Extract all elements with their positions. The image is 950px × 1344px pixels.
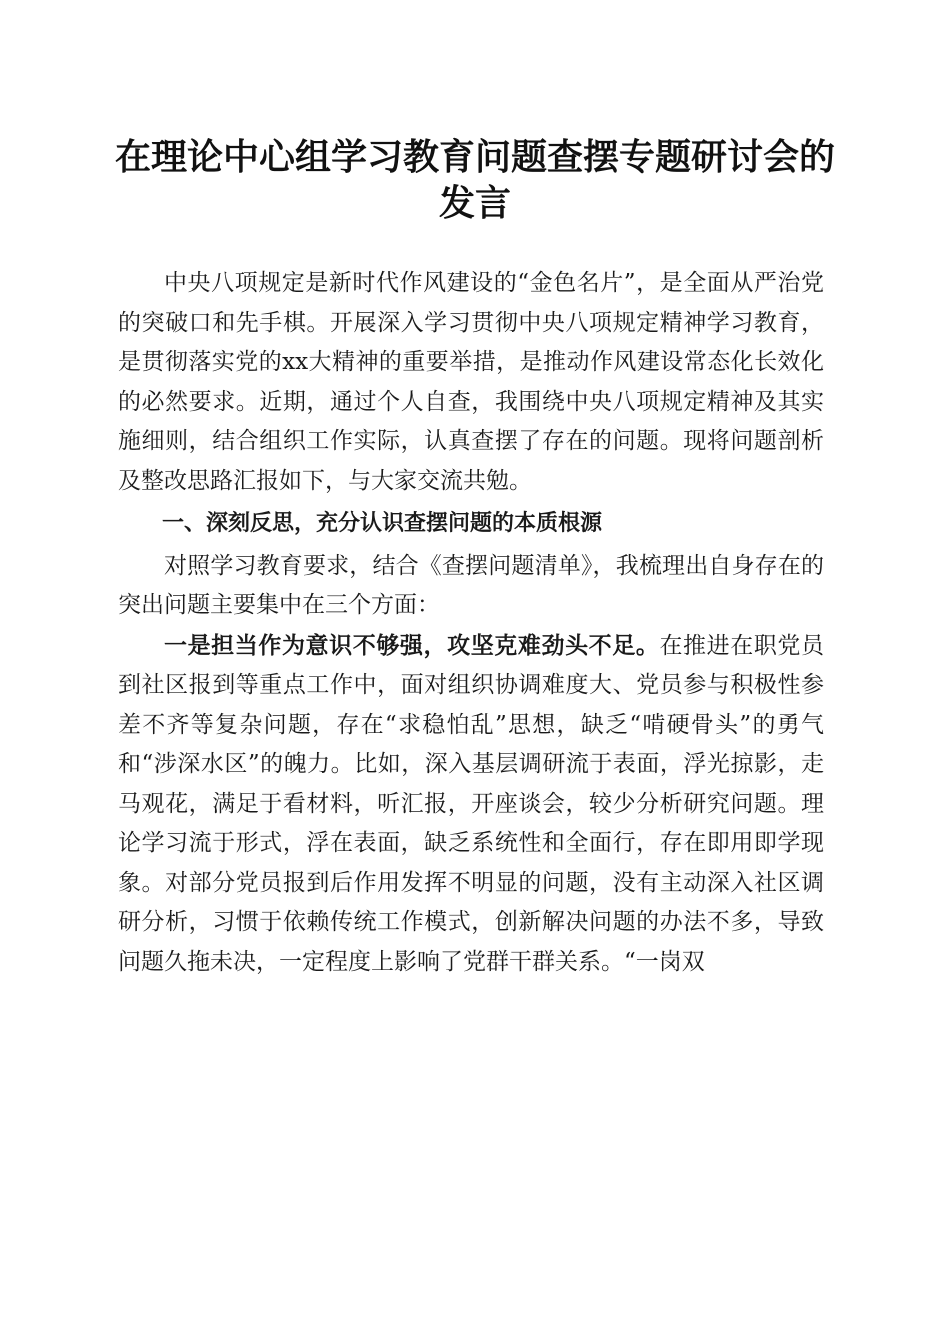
document-body — [118, 264, 824, 982]
paragraph-text: 在推进在职党员到社区报到等重点工作中，面对组织协调难度大、党员参与积极性参差不齐等复杂问题，存在“求稳怕乱”思想，缺乏“啃硬骨头”的勇气和“涉深水区”的魄力。比如，深入基层调研流于表面，浮光掠影，走马观花，满足于看材料，听汇报，开座谈会，较少分析研究问题。理论学习流于形式，浮在表面，缺乏系统性和全面行，存在即用即学现象。对部分党员报到后作用发挥不明显的问题，没有主动深入社区调研分析，习惯于依赖传统工作模式，创新解决问题的办法不多，导致问题久拖未决，一定程度上影响了党群干群关系。“一岗双 — [118, 632, 825, 975]
document-title: 在理论中心组学习教育问题查摆专题研讨会的发言 — [114, 136, 835, 224]
body-paragraph-problem-one — [118, 626, 824, 983]
section-heading: 一、深刻反思，充分认识查摆问题的本质根源 — [162, 511, 603, 536]
body-paragraph: 对照学习教育要求，结合《查摆问题清单》，我梳理出自身存在的突出问题主要集中在三个方面： — [118, 552, 824, 618]
intro-paragraph: 中央八项规定是新时代作风建设的“金色名片”，是全面从严治党的突破口和先手棋。开展深入学习贯彻中央八项规定精神学习教育，是贯彻落实党的xx大精神的重要举措，是推动作风建设常态化长效化的必然要求。近期，通过个人自查，我围绕中央八项规定精神及其实施细则，结合组织工作实际，认真查摆了存在的问题。现将问题剖析及整改思路汇报如下，与大家交流共勉。 — [118, 270, 824, 494]
paragraph-lead-sentence: 一是担当作为意识不够强，攻坚克难劲头不足。 — [164, 631, 660, 659]
